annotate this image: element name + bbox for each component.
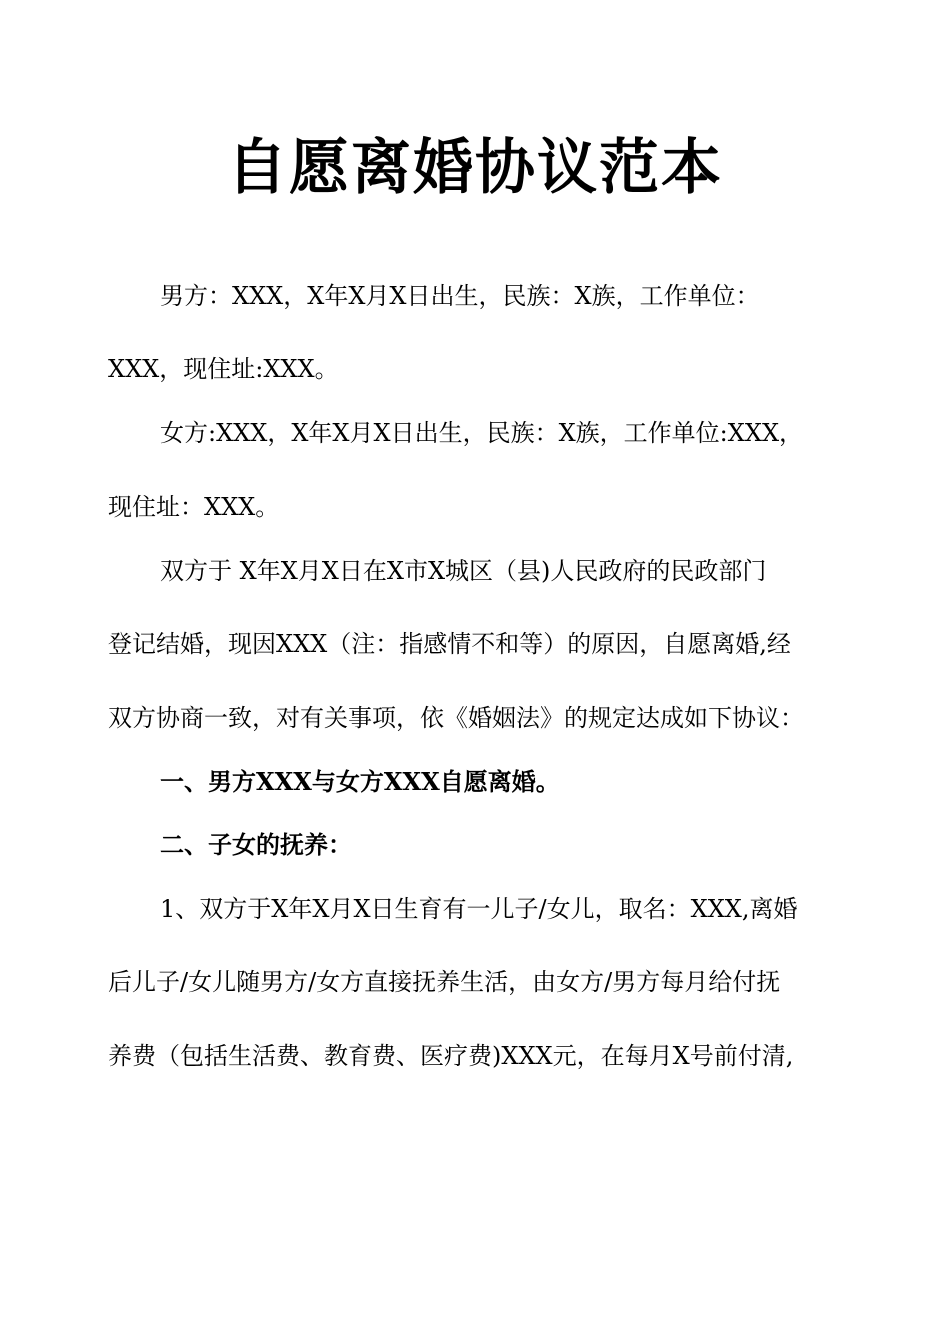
paragraph-line: XXX，现住址:XXX。 [108, 355, 339, 383]
paragraph-line: 男方：XXX，X年X月X日出生，民族：X族，工作单位： [160, 282, 760, 310]
paragraph-line: 后儿子/女儿随男方/女方直接抚养生活，由女方/男方每月给付抚 [108, 968, 781, 996]
paragraph-line: 1、双方于X年X月X日生育有一儿子/女儿，取名：XXX,离婚 [160, 895, 798, 923]
paragraph-line: 养费（包括生活费、教育费、医疗费)XXX元，在每月X号前付清, [108, 1042, 794, 1070]
clause-heading: 一、男方XXX与女方XXX自愿离婚。 [160, 767, 560, 796]
paragraph-line: 双方协商一致，对有关事项，依《婚姻法》的规定达成如下协议： [108, 704, 804, 732]
paragraph-line: 女方:XXX，X年X月X日出生，民族：X族，工作单位:XXX， [160, 419, 804, 447]
document-title: 自愿离婚协议范本 [227, 133, 723, 203]
paragraph-line: 双方于 X年X月X日在X市X城区（县)人民政府的民政部门 [160, 557, 767, 585]
paragraph-line: 登记结婚，现因XXX（注：指感情不和等）的原因，自愿离婚,经 [108, 630, 791, 658]
paragraph-line: 现住址：XXX。 [108, 493, 280, 521]
clause-heading: 二、子女的抚养： [160, 830, 352, 859]
